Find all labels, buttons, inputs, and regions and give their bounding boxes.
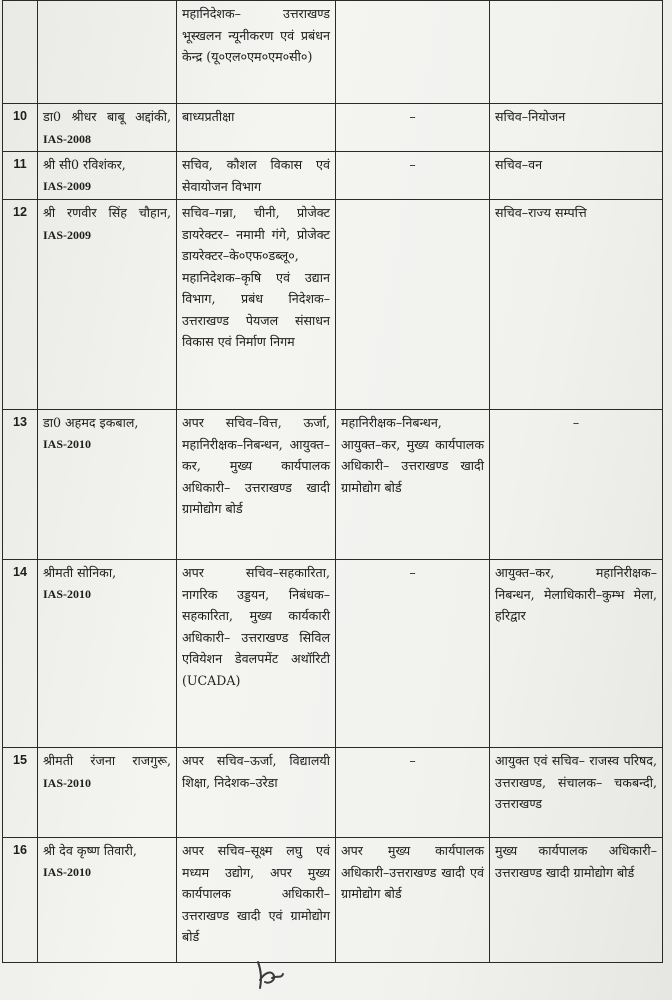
officer-name-cell bbox=[38, 104, 177, 152]
current-posting: अपर सचिव–सहकारिता, नागरिक उड्डयन, निबंधक–सहकारिता, मुख्य कार्यकारी अधिकारी– उत्तराखण्ड सिविल एवियेशन डेवलपमेंट अथॉरिटी (UCADA) bbox=[177, 560, 336, 748]
officer-cadre: IAS-2010 bbox=[43, 586, 92, 601]
new-posting: सचिव–नियोजन bbox=[490, 104, 663, 152]
officer-name-cell bbox=[38, 1, 177, 104]
new-posting: आयुक्त–कर, महानिरीक्षक–निबन्धन, मेलाधिकारी–कुम्भ मेला, हरिद्वार bbox=[490, 560, 663, 748]
officer-name: श्री देव कृष्ण तिवारी, bbox=[43, 843, 137, 858]
current-posting: बाध्यप्रतीक्षा bbox=[177, 104, 336, 152]
serial-number bbox=[3, 1, 38, 104]
handwritten-signature-mark bbox=[252, 958, 288, 992]
officer-name: डा0 अहमद इकबाल, bbox=[43, 415, 139, 430]
posting-relieved: – bbox=[336, 152, 490, 200]
table-row bbox=[3, 560, 663, 748]
posting-relieved: – bbox=[336, 104, 490, 152]
current-posting: अपर सचिव–वित्त, ऊर्जा, महानिरीक्षक–निबन्धन, आयुक्त–कर, मुख्य कार्यपालक अधिकारी– उत्तराखण्ड खादी ग्रामोद्योग बोर्ड bbox=[177, 410, 336, 560]
officer-name: डा0 श्रीधर बाबू अद्दांकी, bbox=[43, 109, 171, 124]
officer-name-cell bbox=[38, 838, 177, 963]
posting-relieved: अपर मुख्य कार्यपालक अधिकारी–उत्तराखण्ड खादी एवं ग्रामोद्योग बोर्ड bbox=[336, 838, 490, 963]
table-row bbox=[3, 1, 663, 104]
table-row bbox=[3, 410, 663, 560]
officer-name-cell bbox=[38, 560, 177, 748]
new-posting: मुख्य कार्यपालक अधिकारी–उत्तराखण्ड खादी ग्रामोद्योग बोर्ड bbox=[490, 838, 663, 963]
current-posting: सचिव, कौशल विकास एवं सेवायोजन विभाग bbox=[177, 152, 336, 200]
serial-number: 11 bbox=[3, 152, 38, 200]
current-posting: सचिव–गन्ना, चीनी, प्रोजेक्ट डायरेक्टर– नमामी गंगे, प्रोजेक्ट डायरेक्टर–के०एफ०डब्लू०, महानिदेशक–कृषि एवं उद्यान विभाग, प्रबंध निदेशक–उत्तराखण्ड पेयजल संसाधन विकास एवं निर्माण निगम bbox=[177, 200, 336, 410]
officer-name: श्रीमती रंजना राजगुरू, bbox=[43, 753, 171, 768]
officer-cadre: IAS-2009 bbox=[43, 227, 92, 242]
officer-name-cell bbox=[38, 200, 177, 410]
current-posting: अपर सचिव–सूक्ष्म लघु एवं मध्यम उद्योग, अपर मुख्य कार्यपालक अधिकारी–उत्तराखण्ड खादी एवं ग्रामोद्योग बोर्ड bbox=[177, 838, 336, 963]
new-posting bbox=[490, 1, 663, 104]
officer-name-cell bbox=[38, 152, 177, 200]
officer-cadre: IAS-2010 bbox=[43, 436, 92, 451]
serial-number: 10 bbox=[3, 104, 38, 152]
officer-cadre: IAS-2009 bbox=[43, 178, 92, 193]
officer-posting-table bbox=[2, 0, 663, 963]
posting-relieved: – bbox=[336, 560, 490, 748]
serial-number: 15 bbox=[3, 748, 38, 838]
serial-number: 13 bbox=[3, 410, 38, 560]
officer-name: श्री सी0 रविशंकर, bbox=[43, 157, 126, 172]
serial-number: 14 bbox=[3, 560, 38, 748]
officer-name: श्रीमती सोनिका, bbox=[43, 565, 117, 580]
new-posting: सचिव–राज्य सम्पत्ति bbox=[490, 200, 663, 410]
new-posting: सचिव–वन bbox=[490, 152, 663, 200]
officer-name: श्री रणवीर सिंह चौहान, bbox=[43, 205, 171, 220]
table-row bbox=[3, 200, 663, 410]
posting-relieved bbox=[336, 1, 490, 104]
serial-number: 12 bbox=[3, 200, 38, 410]
officer-name-cell bbox=[38, 410, 177, 560]
new-posting: आयुक्त एवं सचिव– राजस्व परिषद, उत्तराखण्ड, संचालक– चकबन्दी, उत्तराखण्ड bbox=[490, 748, 663, 838]
table-row bbox=[3, 838, 663, 963]
posting-relieved: महानिरीक्षक–निबन्धन, आयुक्त–कर, मुख्य कार्यपालक अधिकारी– उत्तराखण्ड खादी ग्रामोद्योग बोर्ड bbox=[336, 410, 490, 560]
officer-name-cell bbox=[38, 748, 177, 838]
serial-number: 16 bbox=[3, 838, 38, 963]
new-posting: – bbox=[490, 410, 663, 560]
posting-relieved: – bbox=[336, 748, 490, 838]
table-row bbox=[3, 104, 663, 152]
table-row bbox=[3, 748, 663, 838]
posting-relieved bbox=[336, 200, 490, 410]
table-row bbox=[3, 152, 663, 200]
current-posting: अपर सचिव–ऊर्जा, विद्यालयी शिक्षा, निदेशक–उरेडा bbox=[177, 748, 336, 838]
current-posting: महानिदेशक– उत्तराखण्ड भूस्खलन न्यूनीकरण एवं प्रबंधन केन्द्र (यू०एल०एम०एम०सी०) bbox=[177, 1, 336, 104]
officer-cadre: IAS-2010 bbox=[43, 864, 92, 879]
officer-cadre: IAS-2010 bbox=[43, 775, 92, 790]
officer-cadre: IAS-2008 bbox=[43, 131, 92, 146]
